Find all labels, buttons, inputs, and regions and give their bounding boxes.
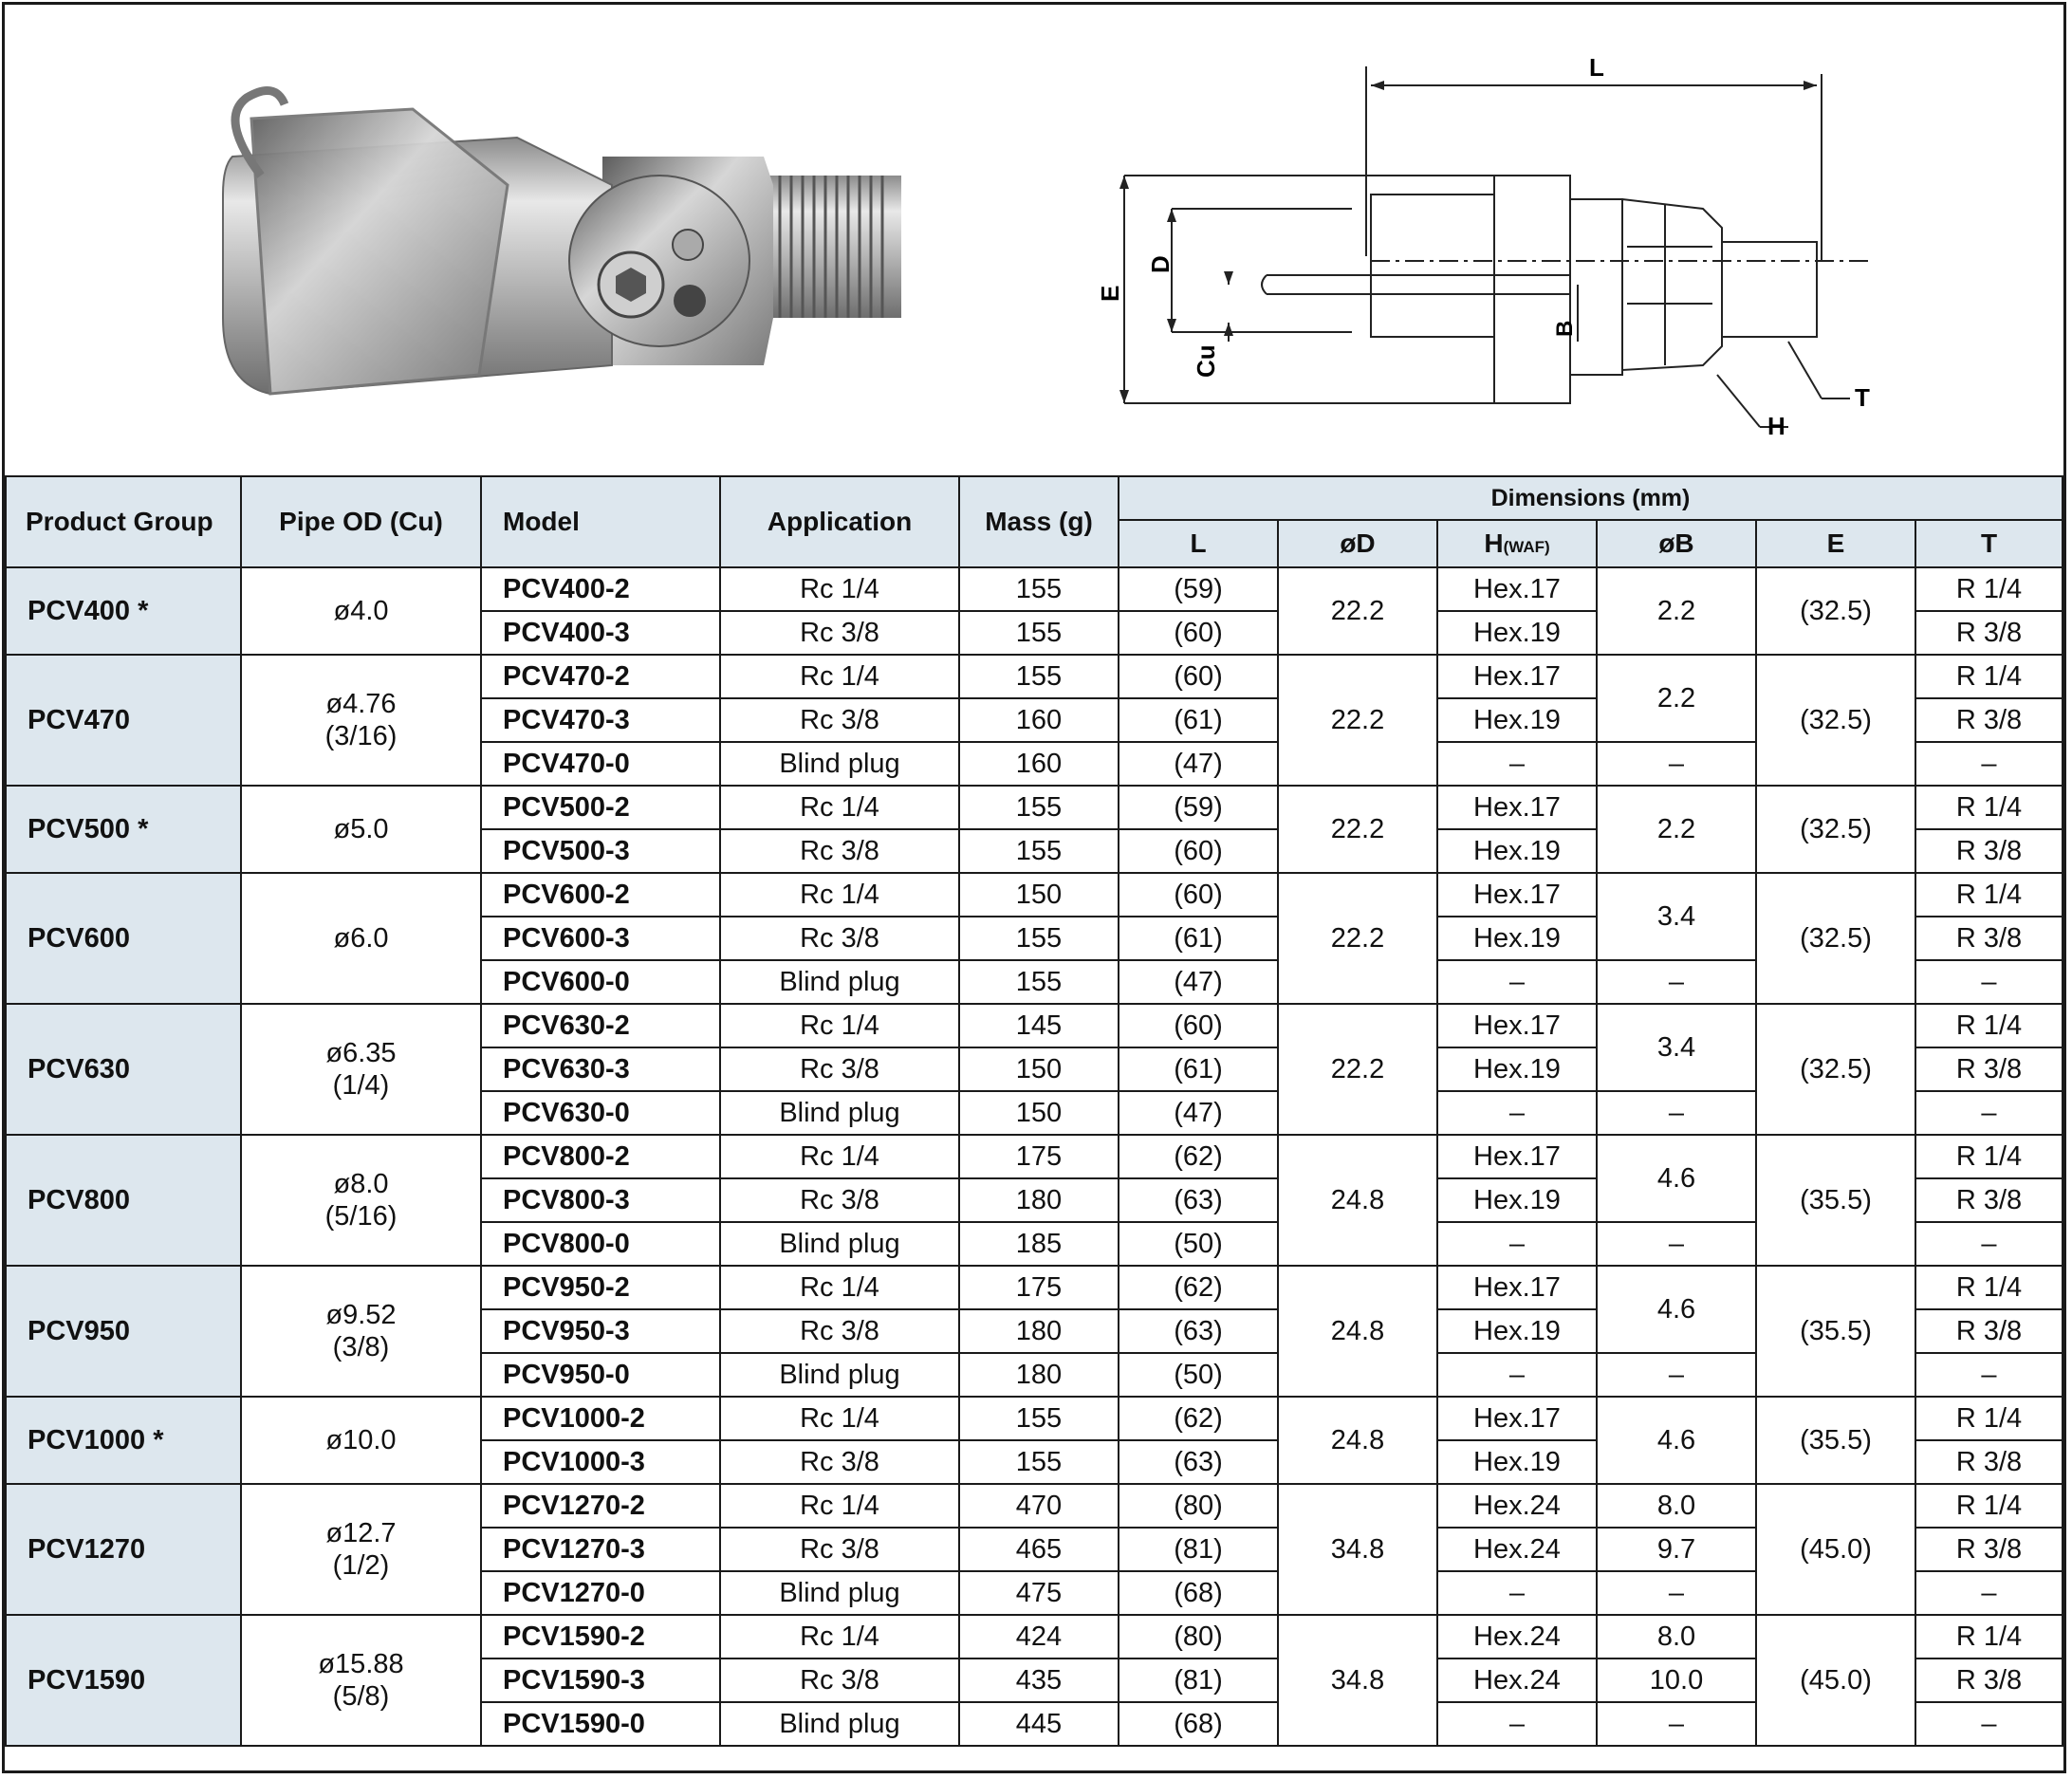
dim-L-cell: (63): [1119, 1178, 1278, 1222]
dim-H-cell: Hex.19: [1437, 698, 1597, 742]
dim-H-cell: Hex.19: [1437, 1309, 1597, 1353]
model-cell: PCV630-2: [481, 1004, 720, 1047]
dim-L-cell: (68): [1119, 1571, 1278, 1615]
mass-cell: 180: [959, 1309, 1119, 1353]
mass-cell: 155: [959, 786, 1119, 829]
pipe-od-cell: [241, 1004, 481, 1135]
dim-B-cell: –: [1597, 1571, 1756, 1615]
dim-H-cell: Hex.17: [1437, 1397, 1597, 1440]
dim-T-cell: R 1/4: [1915, 567, 2063, 611]
application-cell: Rc 1/4: [720, 1266, 959, 1309]
dim-L-cell: (60): [1119, 611, 1278, 655]
application-cell: Rc 3/8: [720, 698, 959, 742]
dim-H-cell: Hex.17: [1437, 786, 1597, 829]
model-cell: PCV1590-3: [481, 1659, 720, 1702]
dim-B-cell: 2.2: [1597, 567, 1756, 655]
model-cell: PCV800-3: [481, 1178, 720, 1222]
product-group-cell: PCV1270: [6, 1484, 241, 1615]
dim-L-cell: (80): [1119, 1484, 1278, 1528]
pipe-od-value: ø9.52: [325, 1300, 397, 1330]
dim-H-cell: Hex.19: [1437, 917, 1597, 960]
table-row: [6, 786, 2063, 829]
model-cell: PCV600-0: [481, 960, 720, 1004]
pipe-od-inch: (3/16): [324, 721, 398, 751]
dim-B-cell: 8.0: [1597, 1484, 1756, 1528]
product-photo: [194, 81, 916, 403]
application-cell: Rc 3/8: [720, 1047, 959, 1091]
product-group-cell: PCV400 *: [6, 567, 241, 655]
mass-cell: 475: [959, 1571, 1119, 1615]
dim-T-cell: –: [1915, 1353, 2063, 1397]
dim-T-cell: –: [1915, 742, 2063, 786]
dim-E-cell: (45.0): [1756, 1615, 1915, 1746]
mass-cell: 160: [959, 698, 1119, 742]
pipe-od-cell: [241, 786, 481, 873]
label-L: L: [1589, 57, 1604, 82]
dim-D-cell: 22.2: [1278, 873, 1437, 1004]
dim-T-cell: R 1/4: [1915, 655, 2063, 698]
dim-H-cell: Hex.24: [1437, 1528, 1597, 1571]
model-cell: PCV950-0: [481, 1353, 720, 1397]
dim-H-cell: Hex.19: [1437, 1440, 1597, 1484]
dim-L-cell: (60): [1119, 655, 1278, 698]
dim-H-cell: Hex.24: [1437, 1615, 1597, 1659]
mass-cell: 160: [959, 742, 1119, 786]
pipe-od-inch: (1/4): [332, 1070, 390, 1101]
label-B: B: [1552, 320, 1578, 337]
dim-B-cell: 3.4: [1597, 873, 1756, 960]
pipe-od-value: ø15.88: [318, 1649, 404, 1679]
pipe-od-value: ø8.0: [333, 1169, 389, 1199]
dim-D-cell: 22.2: [1278, 1004, 1437, 1135]
header-D: øD: [1278, 520, 1437, 567]
dim-T-cell: –: [1915, 1222, 2063, 1266]
model-cell: PCV1000-2: [481, 1397, 720, 1440]
product-group-cell: PCV1000 *: [6, 1397, 241, 1484]
dim-H-cell: Hex.19: [1437, 611, 1597, 655]
header-H-waf: (WAF): [1503, 538, 1550, 556]
dim-L-cell: (47): [1119, 742, 1278, 786]
dim-T-cell: R 1/4: [1915, 1135, 2063, 1178]
side-plate: [569, 176, 749, 346]
dim-T-cell: R 1/4: [1915, 1266, 2063, 1309]
mass-cell: 155: [959, 960, 1119, 1004]
dim-E-cell: (45.0): [1756, 1484, 1915, 1615]
table-row: [6, 1397, 2063, 1440]
header-H: [1437, 520, 1597, 567]
dim-E-cell: (32.5): [1756, 873, 1915, 1004]
dim-E-cell: (32.5): [1756, 1004, 1915, 1135]
dim-D-cell: 34.8: [1278, 1615, 1437, 1746]
mass-cell: 180: [959, 1178, 1119, 1222]
dim-D-cell: 22.2: [1278, 567, 1437, 655]
pipe-od-value: ø5.0: [333, 814, 389, 844]
application-cell: Rc 1/4: [720, 1615, 959, 1659]
application-cell: Rc 3/8: [720, 829, 959, 873]
mass-cell: 155: [959, 917, 1119, 960]
mass-cell: 424: [959, 1615, 1119, 1659]
dimension-drawing: [1096, 57, 1883, 455]
dim-T-cell: R 3/8: [1915, 1528, 2063, 1571]
application-cell: Blind plug: [720, 1702, 959, 1746]
header-H-label: H: [1484, 528, 1504, 558]
application-cell: Rc 1/4: [720, 873, 959, 917]
dim-L-cell: (60): [1119, 1004, 1278, 1047]
mass-cell: 150: [959, 1047, 1119, 1091]
model-cell: PCV500-2: [481, 786, 720, 829]
pipe-od-inch: (3/8): [332, 1332, 390, 1362]
header-pipe-od: Pipe OD (Cu): [241, 476, 481, 567]
dim-H-cell: –: [1437, 1091, 1597, 1135]
label-T: T: [1855, 383, 1870, 412]
pipe-od-cell: [241, 873, 481, 1004]
dim-T-cell: R 3/8: [1915, 1659, 2063, 1702]
dim-T-cell: R 3/8: [1915, 917, 2063, 960]
header-mass: Mass (g): [959, 476, 1119, 567]
dim-T-cell: R 3/8: [1915, 829, 2063, 873]
dim-T-cell: R 3/8: [1915, 1047, 2063, 1091]
model-cell: PCV950-3: [481, 1309, 720, 1353]
dim-B-cell: 8.0: [1597, 1615, 1756, 1659]
dim-T-cell: R 1/4: [1915, 1615, 2063, 1659]
header-dimensions: Dimensions (mm): [1119, 476, 2063, 520]
pipe-od-cell: [241, 1615, 481, 1746]
mass-cell: 175: [959, 1135, 1119, 1178]
dim-L-cell: (59): [1119, 567, 1278, 611]
table-row: [6, 1484, 2063, 1528]
dim-L-cell: (61): [1119, 698, 1278, 742]
dim-L-cell: (80): [1119, 1615, 1278, 1659]
dim-H-cell: Hex.17: [1437, 567, 1597, 611]
model-cell: PCV400-2: [481, 567, 720, 611]
model-cell: PCV1270-2: [481, 1484, 720, 1528]
dim-L-cell: (61): [1119, 917, 1278, 960]
pipe-od-cell: [241, 1484, 481, 1615]
dim-T-cell: –: [1915, 960, 2063, 1004]
mass-cell: 155: [959, 1397, 1119, 1440]
application-cell: Rc 1/4: [720, 786, 959, 829]
header-T: T: [1915, 520, 2063, 567]
mass-cell: 180: [959, 1353, 1119, 1397]
mass-cell: 150: [959, 873, 1119, 917]
dim-B-cell: 10.0: [1597, 1659, 1756, 1702]
dim-L-cell: (63): [1119, 1309, 1278, 1353]
dim-B-cell: –: [1597, 742, 1756, 786]
application-cell: Rc 1/4: [720, 1004, 959, 1047]
table-row: [6, 1266, 2063, 1309]
header-L: L: [1119, 520, 1278, 567]
dim-T-cell: R 3/8: [1915, 1440, 2063, 1484]
dim-D-cell: 24.8: [1278, 1397, 1437, 1484]
dim-L-cell: (61): [1119, 1047, 1278, 1091]
model-cell: PCV800-2: [481, 1135, 720, 1178]
pipe-od-cell: [241, 567, 481, 655]
table-row: [6, 1135, 2063, 1178]
pipe-od-cell: [241, 1266, 481, 1397]
pipe-od-value: ø6.0: [333, 923, 389, 954]
pipe-od-cell: [241, 1397, 481, 1484]
dim-E-cell: (35.5): [1756, 1135, 1915, 1266]
dim-T-cell: R 3/8: [1915, 1309, 2063, 1353]
dim-L-cell: (81): [1119, 1528, 1278, 1571]
product-illustrations: [5, 5, 2063, 475]
mass-cell: 185: [959, 1222, 1119, 1266]
dim-B-cell: 2.2: [1597, 786, 1756, 873]
model-cell: PCV500-3: [481, 829, 720, 873]
mass-cell: 155: [959, 655, 1119, 698]
pipe-od-value: ø4.76: [325, 689, 397, 719]
mass-cell: 155: [959, 1440, 1119, 1484]
dim-E-cell: (32.5): [1756, 655, 1915, 786]
header-E: E: [1756, 520, 1915, 567]
dim-T-cell: –: [1915, 1091, 2063, 1135]
dim-L-cell: (68): [1119, 1702, 1278, 1746]
dim-L-cell: (47): [1119, 960, 1278, 1004]
dim-H-cell: Hex.17: [1437, 873, 1597, 917]
dim-T-cell: R 1/4: [1915, 873, 2063, 917]
application-cell: Blind plug: [720, 1571, 959, 1615]
dim-H-cell: –: [1437, 1571, 1597, 1615]
mass-cell: 155: [959, 611, 1119, 655]
application-cell: Rc 3/8: [720, 1309, 959, 1353]
table-row: [6, 1004, 2063, 1047]
model-cell: PCV470-3: [481, 698, 720, 742]
dim-D-cell: 22.2: [1278, 786, 1437, 873]
dim-T-cell: R 1/4: [1915, 1004, 2063, 1047]
dim-H-cell: Hex.24: [1437, 1659, 1597, 1702]
dim-T-cell: R 3/8: [1915, 611, 2063, 655]
dim-T-cell: –: [1915, 1571, 2063, 1615]
dim-T-cell: R 1/4: [1915, 1397, 2063, 1440]
product-group-cell: PCV800: [6, 1135, 241, 1266]
application-cell: Rc 3/8: [720, 1659, 959, 1702]
dim-T-cell: R 1/4: [1915, 1484, 2063, 1528]
dim-L-cell: (50): [1119, 1222, 1278, 1266]
dim-H-cell: Hex.17: [1437, 1135, 1597, 1178]
dim-B-cell: –: [1597, 1353, 1756, 1397]
dim-H-cell: Hex.19: [1437, 1047, 1597, 1091]
product-group-cell: PCV600: [6, 873, 241, 1004]
application-cell: Rc 3/8: [720, 1440, 959, 1484]
label-H: H: [1767, 412, 1785, 440]
dim-T-cell: R 3/8: [1915, 1178, 2063, 1222]
pipe-od-value: ø4.0: [333, 596, 389, 626]
dim-D-cell: 24.8: [1278, 1135, 1437, 1266]
mass-cell: 470: [959, 1484, 1119, 1528]
product-group-cell: PCV950: [6, 1266, 241, 1397]
dim-H-cell: Hex.17: [1437, 1266, 1597, 1309]
model-cell: PCV470-2: [481, 655, 720, 698]
table-row: [6, 1615, 2063, 1659]
page-frame: [2, 2, 2066, 1773]
mass-cell: 155: [959, 567, 1119, 611]
dim-H-cell: Hex.19: [1437, 1178, 1597, 1222]
dim-D-cell: 24.8: [1278, 1266, 1437, 1397]
dim-D-cell: 34.8: [1278, 1484, 1437, 1615]
mass-cell: 155: [959, 829, 1119, 873]
pipe-od-inch: (1/2): [332, 1550, 390, 1581]
dim-B-cell: 3.4: [1597, 1004, 1756, 1091]
model-cell: PCV400-3: [481, 611, 720, 655]
dim-T-cell: R 3/8: [1915, 698, 2063, 742]
dim-H-cell: Hex.17: [1437, 655, 1597, 698]
application-cell: Rc 1/4: [720, 1397, 959, 1440]
dim-L-cell: (50): [1119, 1353, 1278, 1397]
dim-H-cell: Hex.17: [1437, 1004, 1597, 1047]
application-cell: Blind plug: [720, 960, 959, 1004]
product-group-cell: PCV630: [6, 1004, 241, 1135]
application-cell: Blind plug: [720, 742, 959, 786]
model-cell: PCV630-3: [481, 1047, 720, 1091]
dim-D-cell: 22.2: [1278, 655, 1437, 786]
model-cell: PCV600-3: [481, 917, 720, 960]
label-D: D: [1146, 255, 1175, 273]
application-cell: Rc 3/8: [720, 1178, 959, 1222]
dim-E-cell: (32.5): [1756, 567, 1915, 655]
dim-B-cell: –: [1597, 1702, 1756, 1746]
application-cell: Rc 3/8: [720, 611, 959, 655]
dim-H-cell: –: [1437, 742, 1597, 786]
label-E: E: [1096, 285, 1124, 302]
application-cell: Blind plug: [720, 1091, 959, 1135]
application-cell: Blind plug: [720, 1222, 959, 1266]
dim-B-cell: 4.6: [1597, 1266, 1756, 1353]
dim-L-cell: (62): [1119, 1397, 1278, 1440]
specification-table: [5, 475, 2063, 1747]
pipe-od-value: ø10.0: [325, 1425, 397, 1455]
mass-cell: 435: [959, 1659, 1119, 1702]
mass-cell: 465: [959, 1528, 1119, 1571]
dim-L-cell: (60): [1119, 829, 1278, 873]
dim-B-cell: –: [1597, 1091, 1756, 1135]
dim-L-cell: (47): [1119, 1091, 1278, 1135]
application-cell: Rc 1/4: [720, 655, 959, 698]
dim-E-cell: (32.5): [1756, 786, 1915, 873]
application-cell: Rc 1/4: [720, 567, 959, 611]
dim-H-cell: –: [1437, 1702, 1597, 1746]
dim-B-cell: –: [1597, 1222, 1756, 1266]
table-row: [6, 655, 2063, 698]
model-cell: PCV630-0: [481, 1091, 720, 1135]
table-row: [6, 567, 2063, 611]
dim-T-cell: –: [1915, 1702, 2063, 1746]
application-cell: Blind plug: [720, 1353, 959, 1397]
pipe-od-inch: (5/16): [324, 1201, 398, 1232]
dim-H-cell: –: [1437, 960, 1597, 1004]
pipe-od-value: ø6.35: [325, 1038, 397, 1068]
application-cell: Rc 1/4: [720, 1135, 959, 1178]
dim-L-cell: (62): [1119, 1135, 1278, 1178]
dim-B-cell: 4.6: [1597, 1397, 1756, 1484]
dim-E-cell: (35.5): [1756, 1397, 1915, 1484]
dim-B-cell: –: [1597, 960, 1756, 1004]
header-model: Model: [481, 476, 720, 567]
table-row: [6, 873, 2063, 917]
pipe-od-cell: [241, 1135, 481, 1266]
dim-H-cell: Hex.24: [1437, 1484, 1597, 1528]
dim-B-cell: 4.6: [1597, 1135, 1756, 1222]
mass-cell: 175: [959, 1266, 1119, 1309]
pipe-od-value: ø12.7: [325, 1518, 397, 1548]
model-cell: PCV800-0: [481, 1222, 720, 1266]
model-cell: PCV600-2: [481, 873, 720, 917]
dim-L-cell: (81): [1119, 1659, 1278, 1702]
mass-cell: 145: [959, 1004, 1119, 1047]
model-cell: PCV470-0: [481, 742, 720, 786]
label-Cu: Cu: [1192, 344, 1220, 378]
dim-B-cell: 2.2: [1597, 655, 1756, 742]
dim-H-cell: –: [1437, 1222, 1597, 1266]
model-cell: PCV950-2: [481, 1266, 720, 1309]
product-group-cell: PCV470: [6, 655, 241, 786]
product-group-cell: PCV500 *: [6, 786, 241, 873]
model-cell: PCV1590-0: [481, 1702, 720, 1746]
dim-T-cell: R 1/4: [1915, 786, 2063, 829]
dim-L-cell: (60): [1119, 873, 1278, 917]
application-cell: Rc 3/8: [720, 917, 959, 960]
pipe-od-inch: (5/8): [332, 1681, 390, 1712]
dim-L-cell: (62): [1119, 1266, 1278, 1309]
header-B: øB: [1597, 520, 1756, 567]
model-cell: PCV1590-2: [481, 1615, 720, 1659]
header-product-group: Product Group: [6, 476, 241, 567]
dim-H-cell: –: [1437, 1353, 1597, 1397]
header-application: Application: [720, 476, 959, 567]
dim-L-cell: (63): [1119, 1440, 1278, 1484]
product-group-cell: PCV1590: [6, 1615, 241, 1746]
application-cell: Rc 1/4: [720, 1484, 959, 1528]
dim-L-cell: (59): [1119, 786, 1278, 829]
dim-H-cell: Hex.19: [1437, 829, 1597, 873]
model-cell: PCV1000-3: [481, 1440, 720, 1484]
model-cell: PCV1270-0: [481, 1571, 720, 1615]
mass-cell: 445: [959, 1702, 1119, 1746]
model-cell: PCV1270-3: [481, 1528, 720, 1571]
dim-B-cell: 9.7: [1597, 1528, 1756, 1571]
application-cell: Rc 3/8: [720, 1528, 959, 1571]
pipe-od-cell: [241, 655, 481, 786]
dim-E-cell: (35.5): [1756, 1266, 1915, 1397]
mass-cell: 150: [959, 1091, 1119, 1135]
